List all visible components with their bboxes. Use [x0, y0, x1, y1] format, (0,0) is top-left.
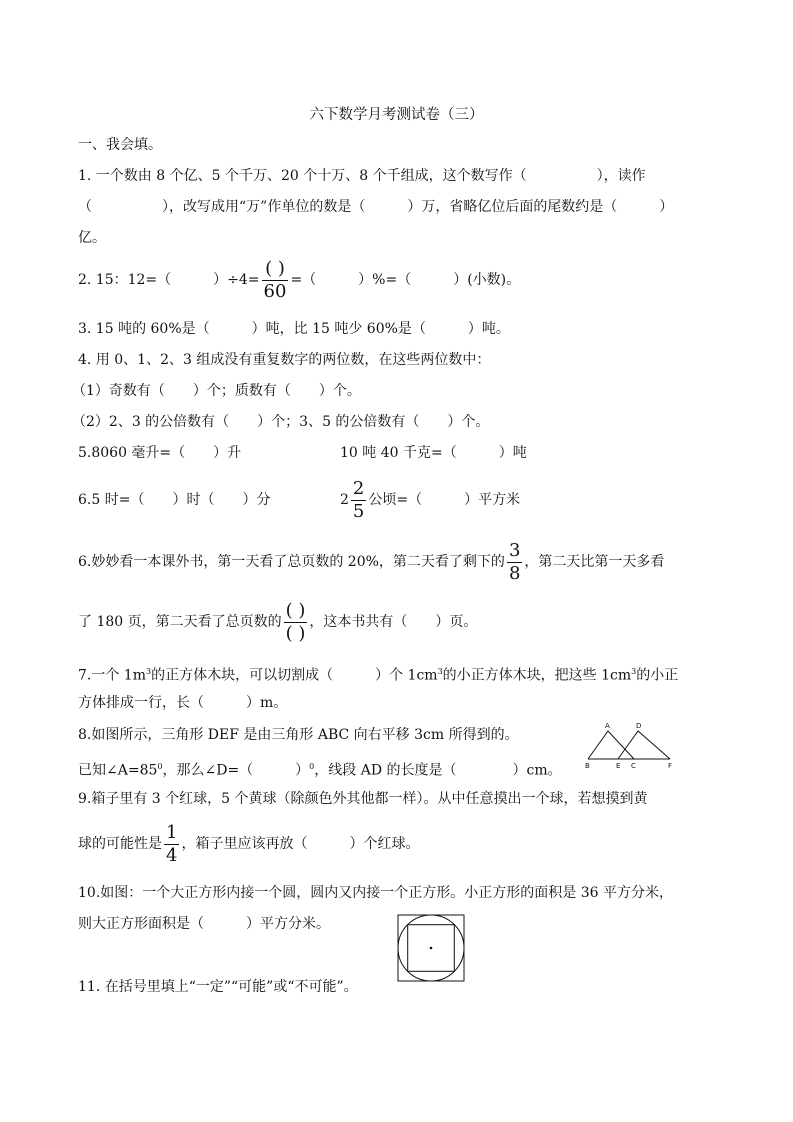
question-9-line-2: 球的可能性是 $\frac{1}{4}$ ，箱子里应该再放（ ）个红球。 — [78, 821, 420, 866]
question-4-line-2: （1）奇数有（ ）个；质数有（ ）个。 — [72, 383, 361, 399]
question-10-line-1: 10.如图：一个大正方形内接一个圆，圆内又内接一个正方形。小正方形的面积是 36 平方分米， — [78, 885, 673, 901]
translated-triangles-figure — [580, 718, 680, 778]
label-D: D — [636, 722, 642, 730]
question-8-line-2: 已知$\angle A=85^0$，那么∠D=（ ）$^0$，线段 AD 的长度是（ ）cm。 — [78, 762, 562, 779]
question-7-line-2: 方体排成一行，长（ ）m。 — [78, 695, 288, 711]
question-2: 2. 15：12=（ ）÷4= $\frac{( )}{60}$ =（ ）%=（ ）(小数)。 — [78, 257, 521, 302]
label-F: F — [668, 762, 673, 770]
question-9-line-1: 9.箱子里有 3 个红球，5 个黄球（除颜色外其他都一样）。从中任意摸出一个球，若想摸到黄 — [78, 791, 648, 807]
fraction-blank-over-60: $\frac{( )}{60}$ — [263, 257, 287, 302]
question-1-line-2: （ ），改写成用“万”作单位的数是（ ）万，省略亿位后面的尾数约是（ ） — [78, 199, 674, 215]
question-4-line-1: 4. 用 0、1、2、3 组成没有重复数字的两位数，在这些两位数中： — [78, 352, 491, 368]
question-5-part-a: 5.8060 毫升=（ ）升 — [78, 445, 242, 461]
question-3: 3. 15 吨的 60%是（ ）吨，比 15 吨少 60%是（ ）吨。 — [78, 321, 510, 337]
label-A: A — [605, 722, 610, 730]
label-B: B — [585, 762, 590, 770]
question-10-line-2: 则大正方形面积是（ ）平方分米。 — [78, 916, 330, 932]
label-C: C — [631, 762, 636, 770]
mixed-fraction: $\frac{2}{5}$ — [352, 477, 365, 522]
question-5-part-b: 10 吨 40 千克=（ ）吨 — [340, 445, 527, 461]
square-circle-square-figure — [397, 914, 465, 986]
question-6-part-b: 2 $\frac{2}{5}$ 公顷=（ ）平方米 — [340, 477, 521, 522]
fraction-three-eighths: $\frac{3}{8}$ — [508, 539, 521, 584]
section-heading: 一、我会填。 — [78, 137, 162, 153]
question-7-line-1: 7.一个 $1m^3$的正方体木块，可以切割成（ ）个 $1cm^3$的小正方体木块，把这些 $1cm^3$的小正 — [78, 667, 679, 684]
question-6b-line-1: 6.妙妙看一本课外书，第一天看了总页数的 20%，第二天看了剩下的 $\frac{3}{8}$ ，第二天比第一天多看 — [78, 539, 665, 584]
question-4-line-3: （2）2、3 的公倍数有（ ）个；3、5 的公倍数有（ ）个。 — [72, 414, 490, 430]
question-11: 11. 在括号里填上“一定”“可能”或“不可能”。 — [78, 979, 358, 995]
question-6b-line-2: 了 180 页，第二天看了总页数的 $\frac{( )}{( )}$ ，这本书共有（ ）页。 — [78, 599, 478, 644]
question-1-line-3: 亿。 — [78, 230, 106, 246]
question-8-line-1: 8.如图所示，三角形 DEF 是由三角形 ABC 向右平移 3cm 所得到的。 — [78, 727, 519, 743]
page-title: 六下数学月考测试卷（三） — [309, 107, 484, 123]
fraction-blank: $\frac{( )}{( )}$ — [285, 599, 306, 644]
label-E: E — [616, 762, 621, 770]
question-1-line-1: 1. 一个数由 8 个亿、5 个千万、20 个十万、8 个千组成，这个数写作（ ），读作 — [78, 168, 646, 184]
question-6-part-a: 6.5 时=（ ）时（ ）分 — [78, 492, 271, 508]
fraction-one-quarter: $\frac{1}{4}$ — [166, 821, 178, 866]
